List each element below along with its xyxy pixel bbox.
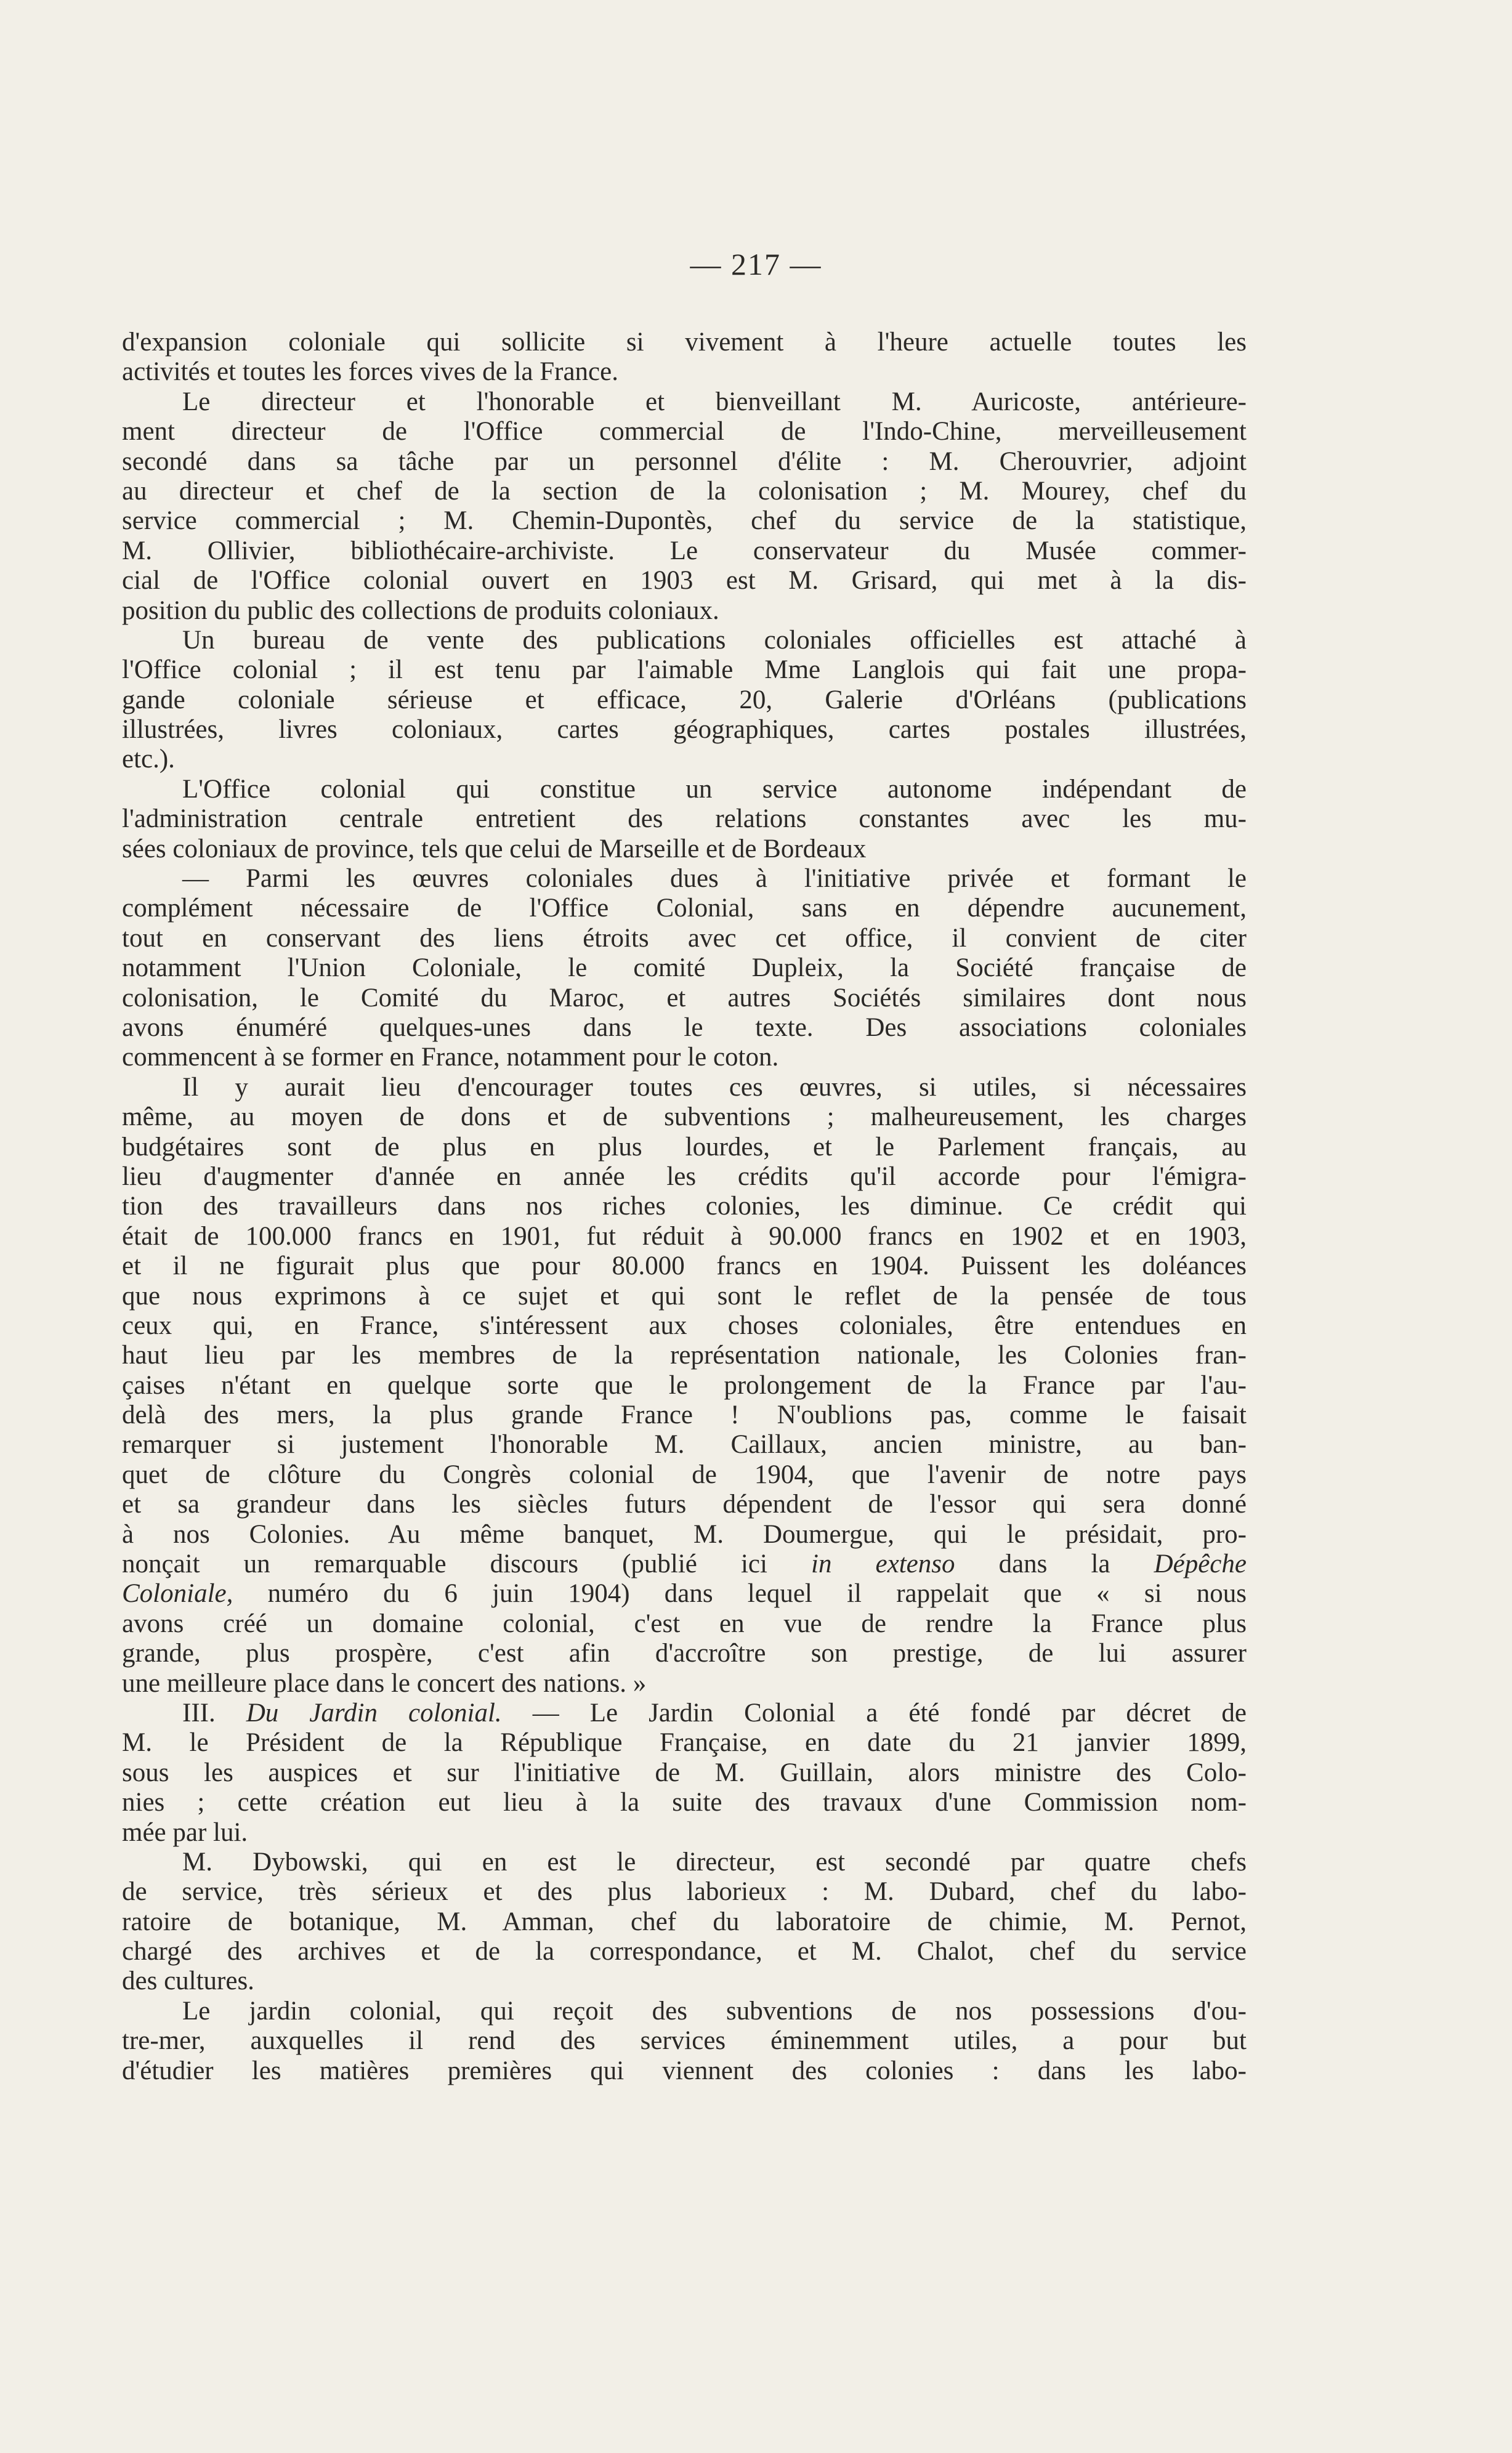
text-line: etc.).: [122, 745, 175, 774]
text-line: d'expansion coloniale qui sollicite si vivement à l'heure actuelle toutes les: [122, 328, 1247, 357]
text-line: nies ; cette création eut lieu à la suite des travaux d'une Commission nom-: [122, 1788, 1247, 1817]
text-line: M. Ollivier, bibliothécaire-archiviste. Le conservateur du Musée commer-: [122, 536, 1247, 565]
text-line: activités et toutes les forces vives de la France.: [122, 357, 618, 387]
text-line: et sa grandeur dans les siècles futurs dépendent de l'essor qui sera donné: [122, 1490, 1247, 1519]
text-line: Le jardin colonial, qui reçoit des subventions de nos possessions d'ou-: [182, 1996, 1247, 2026]
text-line: Coloniale, numéro du 6 juin 1904) dans lequel il rappelait que « si nous: [122, 1579, 1247, 1609]
text-line: illustrées, livres coloniaux, cartes géographiques, cartes postales illustrées,: [122, 715, 1247, 745]
text-line: avons énuméré quelques-unes dans le texte. Des associations coloniales: [122, 1012, 1247, 1042]
text-line: Un bureau de vente des publications coloniales officielles est attaché à: [182, 625, 1247, 655]
text-line: service commercial ; M. Chemin-Dupontès, chef du service de la statistique,: [122, 506, 1247, 536]
text-line: position du public des collections de produits coloniaux.: [122, 596, 719, 625]
text-line: delà des mers, la plus grande France ! N'oublions pas, comme le faisait: [122, 1400, 1247, 1430]
text-line: complément nécessaire de l'Office Colonial, sans en dépendre aucunement,: [122, 894, 1247, 923]
text-line: secondé dans sa tâche par un personnel d'élite : M. Cherouvrier, adjoint: [122, 447, 1247, 476]
text-line: haut lieu par les membres de la représentation nationale, les Colonies fran-: [122, 1341, 1247, 1370]
body-text: [122, 328, 1247, 2086]
text-line: sées coloniaux de province, tels que celui de Marseille et de Bordeaux: [122, 834, 867, 863]
text-line: çaises n'étant en quelque sorte que le prolongement de la France par l'au-: [122, 1370, 1247, 1400]
text-line: III. Du Jardin colonial. — Le Jardin Colonial a été fondé par décret de: [182, 1698, 1247, 1728]
text-line: et il ne figurait plus que pour 80.000 francs en 1904. Puissent les doléances: [122, 1251, 1247, 1281]
text-line: sous les auspices et sur l'initiative de M. Guillain, alors ministre des Colo-: [122, 1758, 1247, 1787]
text-line: chargé des archives et de la correspondance, et M. Chalot, chef du service: [122, 1937, 1247, 1966]
text-line: même, au moyen de dons et de subventions ; malheureusement, les charges: [122, 1102, 1247, 1132]
text-line: l'Office colonial ; il est tenu par l'aimable Mme Langlois qui fait une propa-: [122, 655, 1247, 685]
text-line: ratoire de botanique, M. Amman, chef du laboratoire de chimie, M. Pernot,: [122, 1907, 1247, 1936]
text-line: colonisation, le Comité du Maroc, et autres Sociétés similaires dont nous: [122, 983, 1247, 1012]
text-line: remarquer si justement l'honorable M. Caillaux, ancien ministre, au ban-: [122, 1430, 1247, 1460]
text-line: tion des travailleurs dans nos riches colonies, les diminue. Ce crédit qui: [122, 1192, 1247, 1221]
text-line: lieu d'augmenter d'année en année les crédits qu'il accorde pour l'émigra-: [122, 1162, 1247, 1191]
text-line: notamment l'Union Coloniale, le comité Dupleix, la Société française de: [122, 953, 1247, 983]
text-line: commencent à se former en France, notamment pour le coton.: [122, 1043, 779, 1072]
text-line: M. le Président de la République Française, en date du 21 janvier 1899,: [122, 1728, 1247, 1758]
text-line: des cultures.: [122, 1966, 254, 1996]
text-line: à nos Colonies. Au même banquet, M. Doumergue, qui le présidait, pro-: [122, 1519, 1247, 1549]
text-line: ceux qui, en France, s'intéressent aux choses coloniales, être entendues en: [122, 1311, 1247, 1340]
text-line: de service, très sérieux et des plus laborieux : M. Dubard, chef du labo-: [122, 1877, 1247, 1907]
text-line: au directeur et chef de la section de la colonisation ; M. Mourey, chef du: [122, 476, 1247, 506]
text-line: tout en conservant des liens étroits avec cet office, il convient de citer: [122, 923, 1247, 953]
text-line: L'Office colonial qui constitue un service autonome indépendant de: [182, 774, 1247, 804]
text-line: d'étudier les matières premières qui viennent des colonies : dans les labo-: [122, 2056, 1247, 2085]
text-line: Le directeur et l'honorable et bienveillant M. Auricoste, antérieure-: [182, 387, 1247, 416]
text-line: budgétaires sont de plus en plus lourdes, et le Parlement français, au: [122, 1132, 1247, 1162]
text-line: — Parmi les œuvres coloniales dues à l'initiative privée et formant le: [182, 864, 1247, 894]
text-line: nonçait un remarquable discours (publié ici in extenso dans la Dépêche: [122, 1550, 1247, 1579]
text-line: tre-mer, auxquelles il rend des services éminemment utiles, a pour but: [122, 2026, 1247, 2056]
text-line: grande, plus prospère, c'est afin d'accroître son prestige, de lui assurer: [122, 1639, 1247, 1668]
page-number: — 217 —: [690, 247, 822, 281]
text-line: mée par lui.: [122, 1817, 248, 1847]
text-line: avons créé un domaine colonial, c'est en vue de rendre la France plus: [122, 1609, 1247, 1638]
text-line: l'administration centrale entretient des relations constantes avec les mu-: [122, 804, 1247, 834]
text-line: ment directeur de l'Office commercial de l'Indo-Chine, merveilleusement: [122, 417, 1247, 447]
text-line: gande coloniale sérieuse et efficace, 20, Galerie d'Orléans (publications: [122, 685, 1247, 714]
text-line: Il y aurait lieu d'encourager toutes ces œuvres, si utiles, si nécessaires: [182, 1072, 1247, 1102]
text-line: une meilleure place dans le concert des nations. »: [122, 1668, 647, 1698]
text-line: cial de l'Office colonial ouvert en 1903 est M. Grisard, qui met à la dis-: [122, 566, 1247, 596]
text-line: M. Dybowski, qui en est le directeur, est secondé par quatre chefs: [182, 1847, 1247, 1877]
text-line: quet de clôture du Congrès colonial de 1904, que l'avenir de notre pays: [122, 1460, 1247, 1489]
text-line: était de 100.000 francs en 1901, fut réduit à 90.000 francs en 1902 et en 1903,: [122, 1221, 1247, 1251]
text-line: que nous exprimons à ce sujet et qui sont le reflet de la pensée de tous: [122, 1281, 1247, 1311]
